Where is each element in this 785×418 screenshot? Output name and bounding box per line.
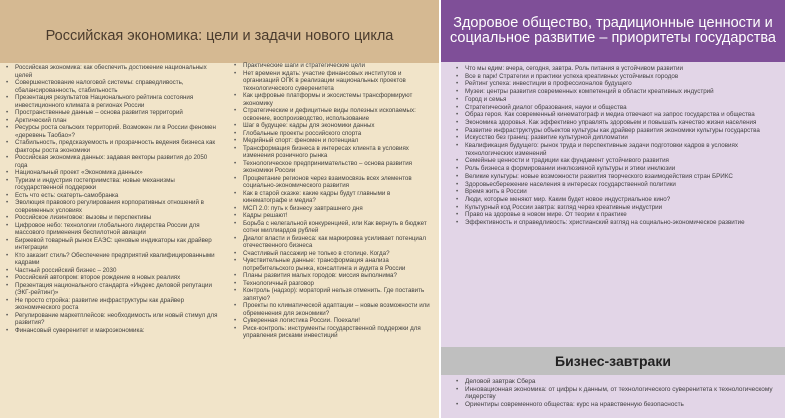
society-session-item: • Люди, которые меняют мир. Каким будет новое индустриальное кино? — [465, 196, 779, 204]
economy-session-item: • Медийный спорт: феномен и потенциал — [243, 137, 433, 145]
society-column — [441, 0, 785, 418]
society-session-item: • Стратегический диалог образования, науки и общества — [465, 104, 779, 112]
society-session-item: • Музеи: центры развития современных компетенций в области креативных индустрий — [465, 88, 779, 96]
economy-session-item: • Цифровое небо: технологии глобального лидерства России для массового применения беспилотной авиации — [15, 222, 220, 237]
economy-session-item: • Технологичный разговор — [243, 280, 433, 288]
economy-session-item: • Финансовый суверенитет и макроэкономика: — [15, 327, 220, 335]
economy-session-item: • Счастливый пассажир не только в столице. Когда? — [243, 250, 433, 258]
economy-session-item: • Диалог власти и бизнеса: как маркировка усиливает потенциал отечественного бизнеса — [243, 235, 433, 250]
society-session-item: • Квалификация будущего: рынок труда и перспективные задачи подготовки кадров в условиях технологических изменений — [465, 142, 779, 157]
economy-session-item: • Как цифровые платформы и экосистемы трансформируют экономику — [243, 92, 433, 107]
economy-session-item: • Суверенная логистика России. Поехали! — [243, 317, 433, 325]
society-session-item: • Развитие инфраструктуры объектов культуры как драйвер развития экономики культуры государства — [465, 127, 779, 135]
economy-session-item: • Туризм и индустрия гостеприимства: новые механизмы государственной поддержки — [15, 177, 220, 192]
society-session-item: • Великие культуры: новые возможности развития творческого взаимодействия стран БРИКС — [465, 173, 779, 181]
economy-list-column-2 — [243, 62, 433, 340]
economy-session-item: • Национальный проект «Экономика данных» — [15, 169, 220, 177]
economy-session-item: • Частный российский бизнес – 2030 — [15, 267, 220, 275]
society-session-item: • Эффективность и справедливость: христианский взгляд на социально-экономическое развитие — [465, 219, 779, 227]
business-breakfast-item: • Деловой завтрак Сбера — [465, 378, 779, 386]
society-session-item: • Здоровьесбережение населения в интересах государственной политики — [465, 181, 779, 189]
economy-session-item: • Российский автопром: второе рождение в новых реалиях — [15, 274, 220, 282]
economy-session-item: • Есть что есть: скатерть-самобранка — [15, 192, 220, 200]
economy-session-item: • Шаг в будущее: кадры для экономики данных — [243, 122, 433, 130]
economy-session-item: • Биржевой товарный рынок ЕАЭС: ценовые индикаторы как драйвер интеграции — [15, 237, 220, 252]
society-session-item: • Семейные ценности и традиции как фундамент устойчивого развития — [465, 157, 779, 165]
business-breakfast-list — [465, 378, 779, 409]
economy-session-item: • Борьба с нелегальной конкуренцией, или Как вернуть в бюджет сотни миллиардов рублей — [243, 220, 433, 235]
economy-session-item: • Эволюция правового регулирования корпоративных отношений в современных условиях — [15, 199, 220, 214]
economy-session-item: • Пространственные данные – основа развития территорий — [15, 109, 220, 117]
economy-section-title — [0, 0, 439, 63]
economy-session-item: • Арктический план — [15, 117, 220, 125]
economy-session-item: • Нет времени ждать: участие финансовых институтов и организаций ОПК в реализации национальных проектов технологического суверенитета — [243, 70, 433, 93]
economy-session-item: • Как в старой сказке: какие кадры будут главными в кинематографе и медиа? — [243, 190, 433, 205]
economy-session-item: • Технологическое предпринимательство – основа развития экономики России — [243, 160, 433, 175]
society-session-item: • Роль бизнеса в формировании инклюзивной культуры и этики инклюзии — [465, 165, 779, 173]
economy-title-text: Российская экономика: цели и задачи нового цикла — [45, 27, 394, 44]
business-breakfast-item: • Ориентиры современного общества: курс на нравственную безопасность — [465, 401, 779, 409]
society-session-item: • Искусство без границ: развитие культурной дипломатии — [465, 134, 779, 142]
society-session-item: • Культурный код России завтра: взгляд через креативные индустрии — [465, 204, 779, 212]
economy-session-item: • Презентация национального стандарта «Индекс деловой репутации (ЭКГ-рейтинг)» — [15, 282, 220, 297]
society-title-text: Здоровое общество, традиционные ценности и социальное развитие – приоритеты государства — [449, 14, 776, 46]
society-session-item: • Образ героя. Как современный кинематограф и медиа отвечают на запрос государства и общества — [465, 111, 779, 119]
society-list — [465, 65, 779, 227]
economy-session-item: • Презентация результатов Национального рейтинга состояния инвестиционного климата в регионах России — [15, 94, 220, 109]
economy-session-item: • Кадры решают! — [243, 212, 433, 220]
economy-session-item: • Трансформация бизнеса в интересах клиента в условиях изменения розничного рынка — [243, 145, 433, 160]
economy-session-item: • МСП 2.0: путь к бизнесу завтрашнего дня — [243, 205, 433, 213]
economy-session-item: • Проекты по климатической адаптации – новые возможности или обременения для экономики? — [243, 302, 433, 317]
society-session-item: • Право на здоровье в новом мире. От теории к практике — [465, 211, 779, 219]
economy-session-item: • Риск-контроль: инструменты государственной поддержки для управления рисками инвестиций — [243, 325, 433, 340]
economy-session-item: • Чувствительные данные: трансформация анализа потребительского рынка, консалтинга и аудита в России — [243, 257, 433, 272]
economy-session-item: • Российская экономика: как обеспечить достижение национальных целей — [15, 64, 220, 79]
economy-session-item: • Практические шаги и стратегические цели — [243, 62, 433, 70]
society-session-item: • Что мы едим: вчера, сегодня, завтра. Роль питания в устойчивом развитии — [465, 65, 779, 73]
society-session-item: • Город и семья — [465, 96, 779, 104]
economy-list-column-1 — [15, 64, 220, 334]
economy-session-item: • Совершенствование налоговой системы: справедливость, сбалансированность, стабильность — [15, 79, 220, 94]
society-session-item: • Рейтинг успеха: инвестиции в профессионалов будущего — [465, 80, 779, 88]
society-session-item: • Все в парк! Стратегии и практики успеха креативных устойчивых городов — [465, 73, 779, 81]
society-session-item: • Экономика здоровья. Как эффективно управлять здоровьем и повышать качество жизни населения — [465, 119, 779, 127]
economy-session-item: • Глобальные проекты российского спорта — [243, 130, 433, 138]
economy-session-item: • Процветание регионов через взаимосвязь всех элементов социально-экономического развития — [243, 175, 433, 190]
business-breakfast-title-text: Бизнес-завтраки — [555, 353, 671, 369]
business-breakfast-item: • Инновационная экономика: от цифры к данным, от технологического суверенитета к технологическому лидерству — [465, 386, 779, 401]
economy-session-item: • Российская экономика данных: задавая векторы развития до 2050 года — [15, 154, 220, 169]
economy-session-item: • Кто заказит стиль? Обеспечение предприятий квалифицированными кадрами — [15, 252, 220, 267]
economy-session-item: • Российское лизинговое: вызовы и перспективы — [15, 214, 220, 222]
society-session-item: • Время жить в России — [465, 188, 779, 196]
economy-session-item: • Контроль (надзор): мораторий нельзя отменить. Где поставить запятую? — [243, 287, 433, 302]
economy-session-item: • Ресурсы роста сельских территорий. Возможен ли в России феномен «деревень Таобао»? — [15, 124, 220, 139]
economy-session-item: • Планы развития малых городов: миссия выполнима? — [243, 272, 433, 280]
society-section-title — [441, 0, 785, 62]
economy-session-item: • Стабильность, предсказуемость и прозрачность ведения бизнеса как факторы роста экономики — [15, 139, 220, 154]
economy-session-item: • Регулирование маркетплейсов: необходимость или новый стимул для развития? — [15, 312, 220, 327]
economy-session-item: • Не просто стройка: развитие инфраструктуры как драйвер экономического роста — [15, 297, 220, 312]
business-breakfast-title — [441, 347, 785, 375]
economy-session-item: • Стратегические и дефицитные виды полезных ископаемых: освоение, воспроизводство, использование — [243, 107, 433, 122]
